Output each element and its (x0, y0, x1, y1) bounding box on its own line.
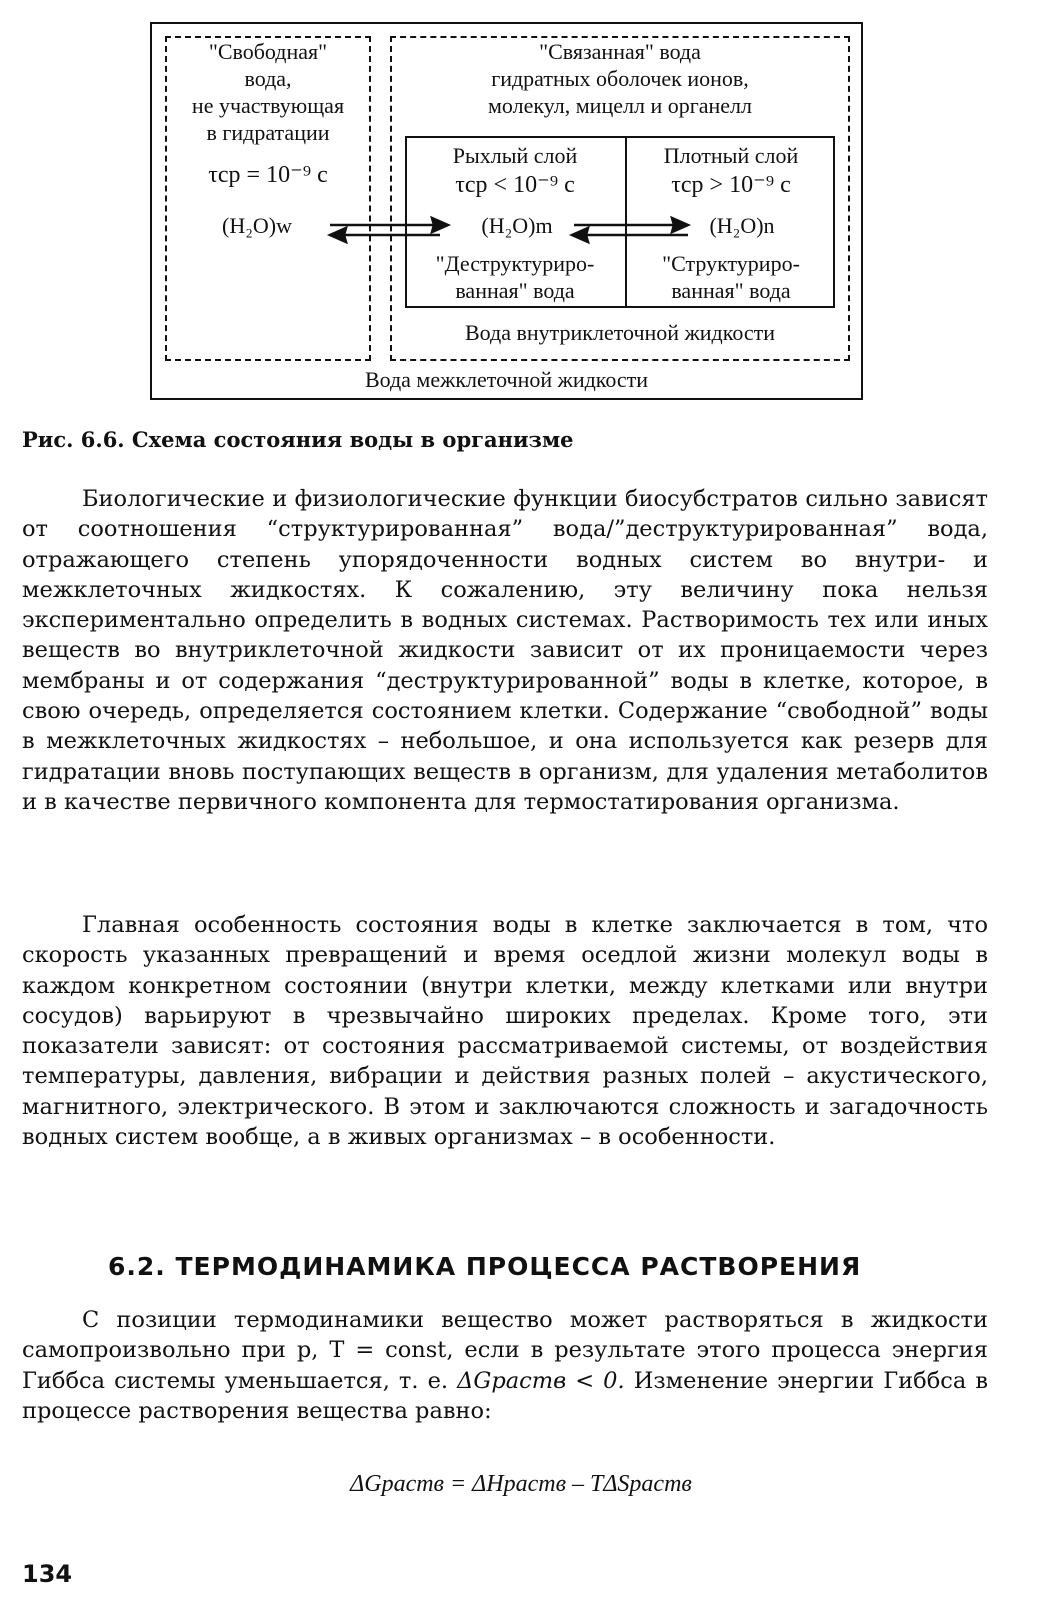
section-heading: 6.2. ТЕРМОДИНАМИКА ПРОЦЕССА РАСТВОРЕНИЯ (108, 1252, 862, 1281)
paragraph-3-text-2: Изменение энергии Гиббса в процессе растворения вещества равно: (22, 1367, 989, 1424)
arrow-head-right-icon (672, 218, 688, 232)
paragraph-3-text: С позиции термодинамики вещество может растворяться в жидкости самопроизвольно при p, T = const, если в результате этого процесса энергия Гиббса системы уменьшается, т. е. (22, 1307, 988, 1394)
dense-layer-label: "Структуриро- ванная" вода (662, 251, 800, 303)
gibbs-formula: ΔGраств = ΔHраств – TΔSраств (350, 1471, 692, 1497)
paragraph-2: Главная особенность состояния воды в клетке заключается в том, что скорость указанных превращений и время оседлой жизни молекул воды в каждом конкретном состоянии (внутри клетки, между клетками или внутри сосудов) варьируют в чрезвычайно широких пределах. Кроме того, эти показатели зависят: от состояния рассматриваемой системы, от воздействия температуры, давления, вибрации и действия разных полей – акустического, магнитного, электрического. В этом и заключаются сложность и загадочность водных систем вообще, а в живых организмах – в особенности. (22, 912, 988, 1151)
loose-layer-label: "Деструктуриро- ванная" вода (435, 251, 595, 303)
figure-caption: Рис. 6.6. Схема состояния воды в организме (22, 427, 574, 452)
intercellular-label: Вода межклеточной жидкости (364, 367, 649, 392)
equilibrium-arrows (152, 24, 861, 398)
gibbs-condition: ΔGраств < 0. (457, 1367, 625, 1394)
paragraph-1: Биологические и физиологические функции биосубстратов сильно зависят от соотношения “структурированная” вода/”деструктурированная” вода, отражающего степень упорядоченности водных систем во внутри- и межклеточных жидкостях. К сожалению, эту величину пока нельзя экспериментально определить в водных системах. Растворимость тех или иных веществ во внутриклеточной жидкости зависит от их проницаемости через мембраны и от содержания “деструктурированной” воды в клетке, которое, в свою очередь, определяется состоянием клетки. Содержание “свободной” воды в межклеточных жидкостях – небольшое, и она используется как резерв для гидратации вновь поступающих веществ в организм, для удаления метаболитов и в качестве первичного компонента для термостатирования организма. (22, 486, 988, 815)
page-number: 134 (22, 1560, 73, 1588)
loose-layer-title: Рыхлый слой (452, 143, 578, 168)
loose-layer-formula: (H₂O)m (481, 213, 553, 238)
loose-layer-tau: τср < 10⁻⁹ с (455, 172, 575, 198)
arrow-head-left-icon (572, 228, 588, 242)
arrow-head-right-icon (432, 218, 448, 232)
arrow-head-left-icon (330, 228, 346, 242)
free-water-formula: (H₂O)w (222, 213, 292, 238)
bound-water-label: "Связанная" вода гидратных оболочек ионов, молекул, мицелл и органелл (487, 39, 752, 118)
paragraph-3 (22, 1305, 988, 1426)
intracellular-label: Вода внутриклеточной жидкости (464, 320, 776, 345)
dense-layer-tau: τср > 10⁻⁹ с (671, 172, 791, 198)
dense-layer-formula: (H₂O)n (709, 213, 775, 238)
free-water-tau: τср = 10⁻⁹ с (208, 162, 328, 188)
water-state-diagram (150, 22, 863, 400)
free-water-label: "Свободная" вода, не участвующая в гидратации (191, 39, 345, 145)
dense-layer-title: Плотный слой (663, 143, 799, 168)
